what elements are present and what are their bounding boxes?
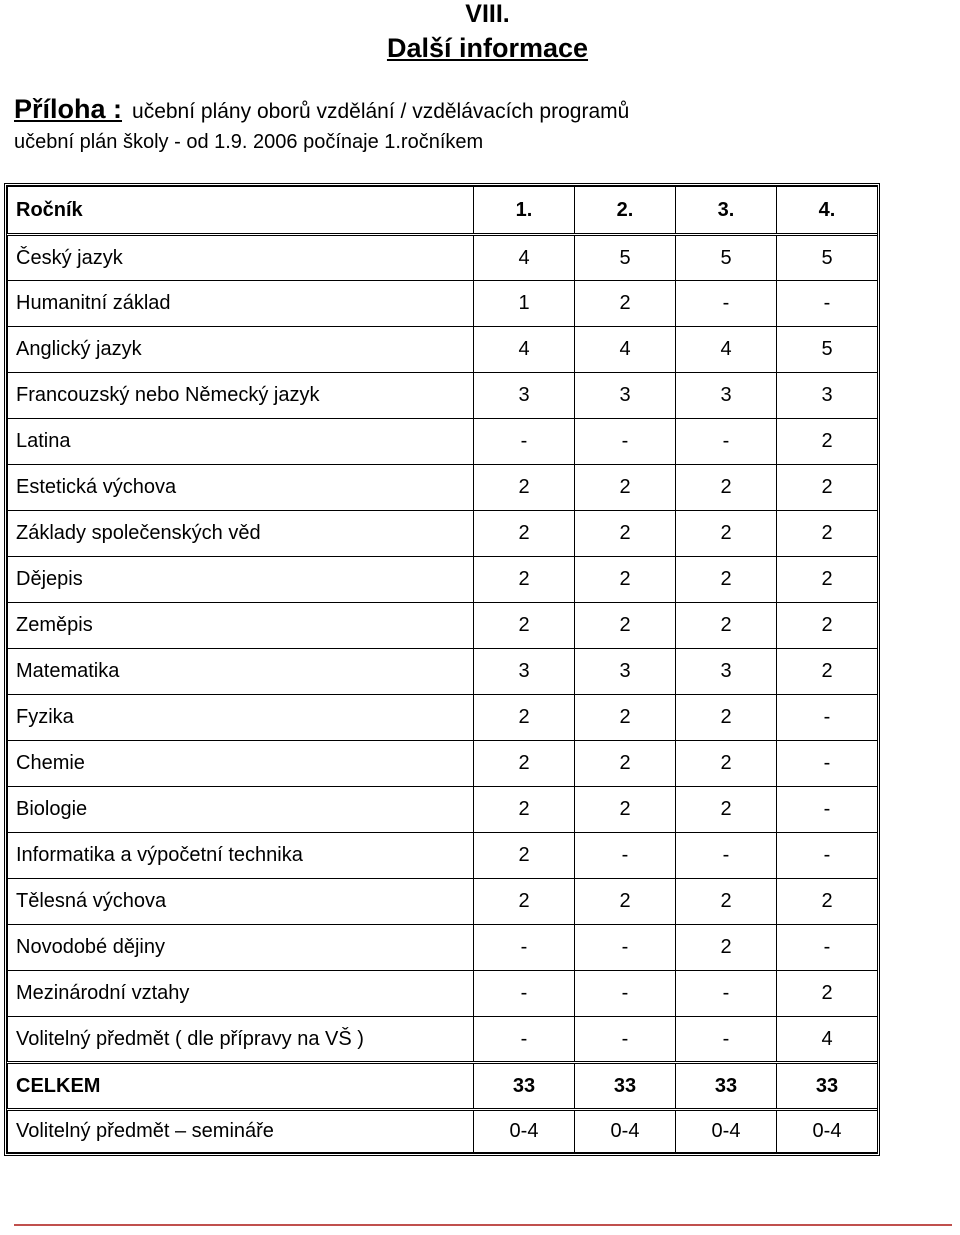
table-row xyxy=(8,327,878,373)
table-row xyxy=(8,741,878,787)
chapter-number: VIII. xyxy=(465,0,510,28)
hours-cell-year-3: 2 xyxy=(676,695,777,741)
hours-cell-year-2: 2 xyxy=(575,465,676,511)
header-year-1: 1. xyxy=(474,187,575,235)
header-year-2: 2. xyxy=(575,187,676,235)
subject-cell: Základy společenských věd xyxy=(8,511,474,557)
hours-cell-year-3: - xyxy=(676,281,777,327)
subject-cell: Chemie xyxy=(8,741,474,787)
subject-cell: Český jazyk xyxy=(8,235,474,281)
subject-cell: Tělesná výchova xyxy=(8,879,474,925)
hours-cell-year-1: 2 xyxy=(474,465,575,511)
hours-cell-year-2: 2 xyxy=(575,281,676,327)
subject-cell: Volitelný předmět ( dle přípravy na VŠ ) xyxy=(8,1017,474,1063)
hours-cell-year-2: 2 xyxy=(575,879,676,925)
subject-cell: Latina xyxy=(8,419,474,465)
hours-cell-year-4: 3 xyxy=(777,373,878,419)
table-row xyxy=(8,787,878,833)
hours-cell-year-4: 2 xyxy=(777,603,878,649)
hours-cell-year-4: 0-4 xyxy=(777,1110,878,1153)
hours-cell-year-4: 2 xyxy=(777,511,878,557)
hours-cell-year-1: 2 xyxy=(474,695,575,741)
hours-cell-year-2: 2 xyxy=(575,557,676,603)
subject-cell: Biologie xyxy=(8,787,474,833)
table-row xyxy=(8,511,878,557)
appendix-text: učební plány oborů vzdělání / vzdělávacích programů xyxy=(132,100,630,123)
hours-cell-year-2: 4 xyxy=(575,327,676,373)
subject-cell: Mezinárodní vztahy xyxy=(8,971,474,1017)
appendix-heading xyxy=(14,93,629,130)
hours-cell-year-1: 2 xyxy=(474,787,575,833)
hours-cell-year-3: 2 xyxy=(676,465,777,511)
hours-cell-year-3: 0-4 xyxy=(676,1110,777,1153)
hours-cell-year-1: - xyxy=(474,419,575,465)
table-row xyxy=(8,925,878,971)
hours-cell-year-3: 3 xyxy=(676,649,777,695)
curriculum-table-body xyxy=(8,187,878,1153)
hours-cell-year-2: - xyxy=(575,419,676,465)
hours-cell-year-3: 2 xyxy=(676,879,777,925)
hours-cell-year-1: 2 xyxy=(474,741,575,787)
hours-cell-year-4: - xyxy=(777,695,878,741)
hours-cell-year-3: 2 xyxy=(676,557,777,603)
hours-cell-year-2: 2 xyxy=(575,511,676,557)
table-row xyxy=(8,557,878,603)
curriculum-table-frame xyxy=(4,183,880,1156)
hours-cell-year-4: - xyxy=(777,925,878,971)
hours-cell-year-4: 2 xyxy=(777,465,878,511)
hours-cell-year-1: 2 xyxy=(474,603,575,649)
hours-cell-year-1: 2 xyxy=(474,557,575,603)
hours-cell-year-4: 5 xyxy=(777,235,878,281)
hours-cell-year-2: 3 xyxy=(575,649,676,695)
hours-cell-year-1: - xyxy=(474,971,575,1017)
hours-cell-year-4: 2 xyxy=(777,419,878,465)
plan-description: učební plán školy - od 1.9. 2006 počínaje 1.ročníkem xyxy=(14,131,484,153)
hours-cell-year-4: 2 xyxy=(777,879,878,925)
hours-cell-year-2: 5 xyxy=(575,235,676,281)
curriculum-table xyxy=(7,186,878,1153)
hours-cell-year-3: - xyxy=(676,419,777,465)
subject-cell: Matematika xyxy=(8,649,474,695)
header-year-3: 3. xyxy=(676,187,777,235)
subject-cell: CELKEM xyxy=(8,1063,474,1110)
hours-cell-year-4: 2 xyxy=(777,649,878,695)
seminar-row xyxy=(8,1110,878,1153)
hours-cell-year-2: - xyxy=(575,833,676,879)
hours-cell-year-1: 2 xyxy=(474,879,575,925)
hours-cell-year-4: 2 xyxy=(777,557,878,603)
hours-cell-year-1: 3 xyxy=(474,373,575,419)
hours-cell-year-1: 4 xyxy=(474,327,575,373)
hours-cell-year-1: 33 xyxy=(474,1063,575,1110)
hours-cell-year-2: 3 xyxy=(575,373,676,419)
subject-cell: Anglický jazyk xyxy=(8,327,474,373)
hours-cell-year-1: 2 xyxy=(474,833,575,879)
table-row xyxy=(8,649,878,695)
hours-cell-year-3: - xyxy=(676,1017,777,1063)
table-row xyxy=(8,603,878,649)
hours-cell-year-4: - xyxy=(777,281,878,327)
hours-cell-year-3: 2 xyxy=(676,511,777,557)
hours-cell-year-3: 5 xyxy=(676,235,777,281)
hours-cell-year-3: - xyxy=(676,833,777,879)
table-header-row xyxy=(8,187,878,235)
hours-cell-year-4: - xyxy=(777,741,878,787)
hours-cell-year-4: - xyxy=(777,787,878,833)
hours-cell-year-3: 2 xyxy=(676,741,777,787)
table-row xyxy=(8,833,878,879)
hours-cell-year-3: 2 xyxy=(676,925,777,971)
subject-cell: Estetická výchova xyxy=(8,465,474,511)
hours-cell-year-1: - xyxy=(474,925,575,971)
table-row xyxy=(8,419,878,465)
hours-cell-year-4: 5 xyxy=(777,327,878,373)
hours-cell-year-3: 3 xyxy=(676,373,777,419)
hours-cell-year-1: 4 xyxy=(474,235,575,281)
hours-cell-year-4: - xyxy=(777,833,878,879)
hours-cell-year-2: 2 xyxy=(575,787,676,833)
hours-cell-year-2: 0-4 xyxy=(575,1110,676,1153)
footer-divider xyxy=(14,1224,952,1226)
table-row xyxy=(8,1017,878,1063)
hours-cell-year-1: 0-4 xyxy=(474,1110,575,1153)
table-row xyxy=(8,971,878,1017)
hours-cell-year-4: 33 xyxy=(777,1063,878,1110)
hours-cell-year-3: 4 xyxy=(676,327,777,373)
hours-cell-year-1: - xyxy=(474,1017,575,1063)
hours-cell-year-1: 3 xyxy=(474,649,575,695)
table-row xyxy=(8,281,878,327)
subject-cell: Volitelný předmět – semináře xyxy=(8,1110,474,1153)
header-year-4: 4. xyxy=(777,187,878,235)
hours-cell-year-2: 33 xyxy=(575,1063,676,1110)
table-row xyxy=(8,465,878,511)
subject-cell: Francouzský nebo Německý jazyk xyxy=(8,373,474,419)
subject-cell: Humanitní základ xyxy=(8,281,474,327)
subject-cell: Zeměpis xyxy=(8,603,474,649)
table-row xyxy=(8,879,878,925)
hours-cell-year-1: 2 xyxy=(474,511,575,557)
hours-cell-year-2: 2 xyxy=(575,741,676,787)
hours-cell-year-2: 2 xyxy=(575,695,676,741)
hours-cell-year-3: - xyxy=(676,971,777,1017)
hours-cell-year-2: - xyxy=(575,971,676,1017)
hours-cell-year-4: 2 xyxy=(777,971,878,1017)
subject-cell: Informatika a výpočetní technika xyxy=(8,833,474,879)
hours-cell-year-4: 4 xyxy=(777,1017,878,1063)
appendix-label: Příloha : xyxy=(14,94,123,124)
hours-cell-year-2: - xyxy=(575,1017,676,1063)
subject-cell: Dějepis xyxy=(8,557,474,603)
hours-cell-year-3: 2 xyxy=(676,787,777,833)
header-label-cell: Ročník xyxy=(8,187,474,235)
hours-cell-year-2: - xyxy=(575,925,676,971)
subject-cell: Novodobé dějiny xyxy=(8,925,474,971)
hours-cell-year-1: 1 xyxy=(474,281,575,327)
hours-cell-year-2: 2 xyxy=(575,603,676,649)
hours-cell-year-3: 33 xyxy=(676,1063,777,1110)
table-row xyxy=(8,695,878,741)
table-row xyxy=(8,373,878,419)
subject-cell: Fyzika xyxy=(8,695,474,741)
table-row xyxy=(8,235,878,281)
hours-cell-year-3: 2 xyxy=(676,603,777,649)
total-row xyxy=(8,1063,878,1110)
chapter-title: Další informace xyxy=(386,33,589,63)
